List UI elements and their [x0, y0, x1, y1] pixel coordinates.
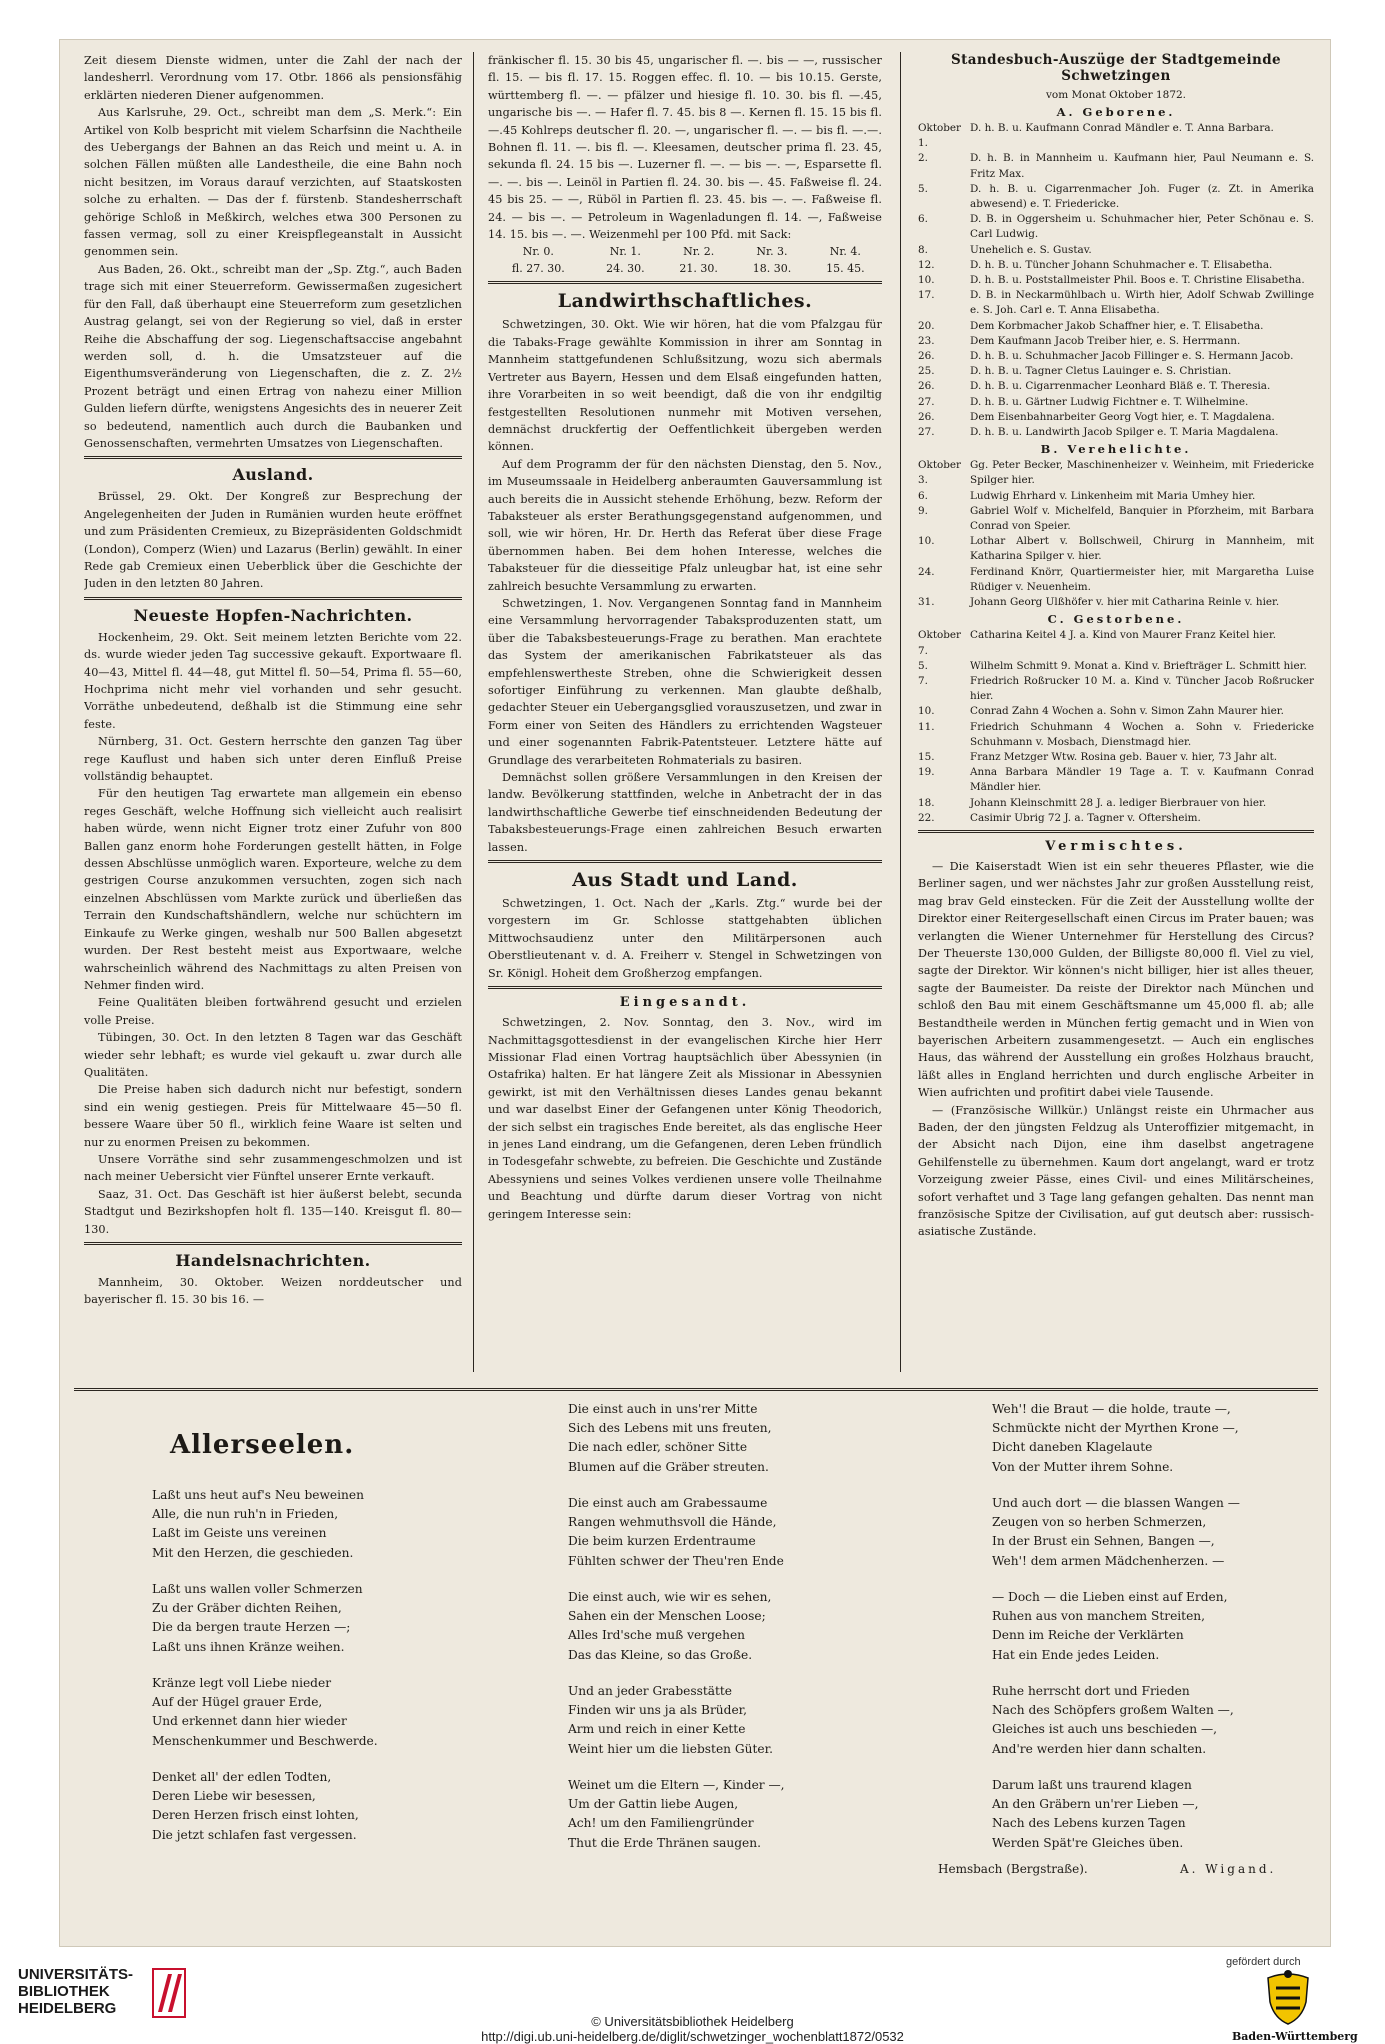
poem-line: Nach des Lebens kurzen Tagen — [992, 1816, 1186, 1831]
register-date: 23. — [918, 334, 935, 347]
register-entry — [918, 151, 1314, 181]
register-text: Johann Georg Ulßhöfer v. hier mit Catharina Reinle v. hier. — [970, 596, 1280, 609]
poem-stanza — [568, 1682, 773, 1759]
register-date: 26. — [918, 380, 935, 393]
article-schwetzingen-audienz: Schwetzingen, 1. Oct. Nach der „Karls. Ztg.“ wurde bei der vorgestern im Gr. Schlosse stattgehabten üblichen Mittwochsaudienz unter den Militärpersonen auch Oberstlieutenant v. d. A. Freiherr v. Stengel in Schwetzingen von Sr. Königl. Hoheit dem Großherzog empfangen. — [488, 897, 882, 980]
article-prices: fränkischer fl. 15. 30 bis 45, ungarischer fl. —. bis — —, russischer fl. 15. — bis fl. 17. 15. Roggen effec. fl. 10. — bis 10.15. Gerste, württemberg fl. —. — pfälzer und hiesige fl. 10. 30. bis fl. —.45, ungarische bis —. — Hafer fl. 7. 45. bis 8 —. Kernen fl. 15. 15 bis fl. —.45 Kohlreps deutscher fl. 20. —, ungarischer fl. —. — bis fl. —.—. Bohnen fl. 11. —. bis fl. —. Kleesamen, deutscher prima fl. 23. 45, sekunda fl. 24. 15 bis —. Luzerner fl. —. — bis —. —, Esparsette fl. —. —. bis —. Leinöl in Partien fl. 24. 30. bis —. 45. Faßweise fl. 24. 45 bis 25. — —, Rüböl in Partien fl. 23. 45. bis —. —. Faßweise fl. 24. — bis —. — Petroleum in Wagenladungen fl. 14. —, Faßweise 14. 15. bis —. —. Weizenmehl per 100 Pfd. mit Sack: — [488, 54, 882, 242]
poem-place: Hemsbach (Bergstraße). — [938, 1862, 1088, 1876]
register-date: 6. — [918, 489, 928, 502]
register-entry — [918, 410, 1314, 425]
poem-author: A. Wigand. — [1180, 1862, 1277, 1876]
poem-line: Laßt uns ihnen Kränze weihen. — [152, 1639, 345, 1654]
section-divider — [488, 860, 882, 863]
poem-line: Finden wir uns ja als Brüder, — [568, 1703, 748, 1718]
register-entry — [918, 243, 1314, 258]
table-cell: 15. 45. — [826, 262, 865, 276]
register-text: Wilhelm Schmitt 9. Monat a. Kind v. Briefträger L. Schmitt hier. — [970, 659, 1307, 672]
poem-line: Von der Mutter ihrem Sohne. — [992, 1459, 1174, 1474]
register-born-list — [918, 121, 1314, 440]
poem-line: Alles Ird'sche muß vergehen — [568, 1628, 746, 1643]
poem-line: Menschenkummer und Beschwerde. — [152, 1733, 378, 1748]
register-month: vom Monat Oktober 1872. — [1045, 89, 1187, 101]
poem-line: Blumen auf die Gräber streuten. — [568, 1459, 769, 1474]
heading-standesbuch: Standesbuch-Auszüge der Stadtgemeinde Schwetzingen — [950, 52, 1282, 84]
register-text: Anna Barbara Mändler 19 Tage a. T. v. Kaufmann Conrad Mändler hier. — [970, 766, 1314, 794]
poem-line: Ruhen aus von manchem Streiten, — [992, 1609, 1206, 1624]
poem-line: Kränze legt voll Liebe nieder — [152, 1676, 332, 1690]
table-cell: 21. 30. — [679, 262, 718, 276]
poem-line: Darum laßt uns traurend klagen — [992, 1778, 1192, 1792]
article-karlsruhe: Aus Karlsruhe, 29. Oct., schreibt man dem „S. Merk.“: Ein Artikel von Kolb bespricht mit vielem Scharfsinn die Nachtheile des Uebergangs der Bahnen an das Reich und meint u. A. in solchen Fällen müßten alle Landestheile, die eine Bahn noch nicht besitzen, im Voraus darauf verzichten, auf Staatskosten solche zu erhalten. — Das der f. fürstenb. Standesherrschaft gehörige Schloß in Meßkirch, welches etwa 300 Personen zu fassen vermag, soll zu einer Kreispflegeanstalt in Aussicht genommen sein. — [84, 106, 462, 259]
logo-text — [18, 1966, 133, 2017]
register-text: Dem Kaufmann Jacob Treiber hier, e. S. Herrmann. — [970, 334, 1241, 347]
poem-line: And're werden hier dann schalten. — [992, 1741, 1207, 1756]
state-label: Baden-Württemberg — [1232, 2030, 1358, 2043]
feuilleton-divider — [74, 1388, 1318, 1391]
poem-line: Weh'! die Braut — die holde, traute —, — [992, 1402, 1231, 1416]
flour-price-table — [488, 243, 882, 277]
poem-stanza — [568, 1588, 771, 1665]
logo-line: BIBLIOTHEK — [18, 1983, 110, 2000]
table-cell: Nr. 0. — [522, 245, 554, 259]
register-date: 10. — [918, 535, 935, 548]
poem-line: Deren Liebe wir besessen, — [152, 1789, 316, 1804]
register-date: 25. — [918, 365, 935, 378]
register-entry — [918, 273, 1314, 288]
article-schwetzingen-vortrag: Schwetzingen, 2. Nov. Sonntag, den 3. Nov., wird im Nachmittagsgottesdienst in der evangelischen Kirche hier Herr Missionar Flad einen Vortrag hauptsächlich über Abessynien (in Ostafrika) halten. Er hat längere Zeit als Missionar in Abessynien gewirkt, ist mit den Verhältnissen dieses Landes genau bekannt und war daselbst Einer der Gefangenen unter König Theodorich, der sich selbst ein tragisches Ende bereitet, als das englische Heer in jenes Land eindrang, um die Gefangenen, deren Leben fründlich in Todesgefahr schwebte, zu befreien. Die Geschichte und Zustände Abessyniens und seines Volkes verdienen unsere volle Theilnahme und Beachtung und dürfte darum dieser Vortrag von nicht geringem Interesse sein: — [488, 1016, 882, 1221]
poem-line: Ruhe herrscht dort und Frieden — [992, 1684, 1190, 1698]
register-entry — [918, 489, 1314, 504]
poem-line: In der Brust ein Sehnen, Bangen —, — [992, 1534, 1215, 1549]
poem-line: Fühlten schwer der Theu'ren Ende — [568, 1553, 784, 1568]
library-mark-icon — [152, 1968, 186, 2018]
register-date: 2. — [918, 152, 928, 165]
register-date: 22. — [918, 811, 935, 824]
poem-line: Weint hier um die liebsten Güter. — [568, 1741, 773, 1756]
table-cell: Nr. 3. — [756, 245, 788, 259]
register-date: 6. — [918, 213, 928, 226]
section-divider — [918, 830, 1314, 833]
poem-line: Laßt uns heut auf's Neu beweinen — [152, 1488, 364, 1502]
register-text: D. h. B. in Mannheim u. Kaufmann hier, Paul Neumann e. S. Fritz Max. — [970, 152, 1314, 180]
article-mannheim: Mannheim, 30. Oktober. Weizen norddeutscher und bayerischer fl. 15. 30 bis 16. — — [84, 1276, 462, 1307]
poem-stanza — [152, 1674, 378, 1751]
register-died-list — [918, 628, 1314, 826]
register-entry — [918, 720, 1314, 750]
table-cell: Nr. 1. — [609, 245, 641, 259]
register-entry — [918, 425, 1314, 440]
register-entry — [918, 504, 1314, 534]
logo-line: UNIVERSITÄTS- — [18, 1966, 134, 1983]
register-text: Franz Metzger Wtw. Rosina geb. Bauer v. hier, 73 Jahr alt. — [970, 750, 1278, 763]
register-married-list — [918, 458, 1314, 610]
poem-line: Dicht daneben Klagelaute — [992, 1440, 1153, 1455]
table-cell: fl. 27. 30. — [511, 262, 565, 276]
register-text: Gabriel Wolf v. Michelfeld, Banquier in Pforzheim, mit Barbara Conrad von Speier. — [970, 504, 1314, 533]
register-entry — [918, 319, 1314, 334]
heading-ausland: Ausland. — [232, 465, 314, 485]
poem-title: Allerseelen. — [170, 1430, 355, 1460]
poem-line: Zeugen von so herben Schmerzen, — [992, 1515, 1207, 1530]
article-text: Auf dem Programm der für den nächsten Dienstag, den 5. Nov., im Museumssaale in Heidelberg anberaumten Gauversammlung ist auch bereits die in Aussicht stehende Erhöhung, bezw. Reform der Tabaksteuer als erster Berathungsgegenstand aufgenommen, und soll, wie wir hören, Hr. Dr. Herth das Referat über diese Frage übernommen haben. Bei dem hohen Interesse, welches die Tabaksteuer für die diesseitige Pfalz unleugbar hat, ist eine sehr zahlreich besuchte Versammlung zu erwarten. — [488, 457, 882, 593]
article-wien: — Die Kaiserstadt Wien ist ein sehr theueres Pflaster, wie die Berliner sagen, und wer nächstes Jahr zur großen Ausstellung reist, mag brav Geld einstecken. Für die Zeit der Ausstellung wollte der Direktor einer Reitergesellschaft einen Circus im Prater bauen; was verlangten die Wiener Unternehmer für Herstellung des Circus? Der Theuerste 130,000 Gulden, der Billigste 80,000 fl. Viel zu viel, sagte der Direktor. Wir können's nicht billiger, hier ist alles theuer, sagte der Baumeister. Da reiste der Direktor nach München und schloß den Bau mit einem Geschäftsmanne um 45,000 fl. ab; alle Bestandtheile werden in München fertig gemacht und in Wien von bayerischen Arbeitern zusammengesetzt. — Auch ein englisches Haus, das während der Ausstellung ein großes Holzhaus braucht, läßt alles in England herrichten und durch englische Arbeiter in Wien aufrichten und profitirt dabei viele Tausende. — [918, 859, 1314, 1100]
register-entry — [918, 534, 1314, 564]
register-entry — [918, 704, 1314, 719]
heading-stadt-und-land: Aus Stadt und Land. — [572, 869, 798, 892]
poem-line: Laßt uns wallen voller Schmerzen — [152, 1582, 363, 1596]
register-date: Oktober 1. — [918, 122, 962, 150]
register-text: D. h. B. u. Kaufmann Conrad Mändler e. T. Anna Barbara. — [970, 122, 1274, 134]
article-willkuer: — (Französische Willkür.) Unlängst reiste ein Uhrmacher aus Baden, der den jüngsten Feldzug als Unteroffizier mitgemacht, in der Absicht nach Dijon, eine ihm daselbst angetragene Gehilfenstelle zu übernehmen. Kaum dort angelangt, ward er trotz Vorzeigung zweier Pässe, eines Civil- und eines Militärscheines, sofort verhaftet und 3 Tage lang gefangen gehalten. Das nennt man französische Spitze der Civilisation, auf gut deutsch aber: russisch-asiatische Zustände. — [918, 1103, 1314, 1239]
register-text: D. h. B. u. Poststallmeister Phil. Boos e. T. Christine Elisabetha. — [970, 274, 1305, 287]
article-tuebingen: Tübingen, 30. Oct. In den letzten 8 Tagen war das Geschäft wieder sehr lebhaft; es wurde viel gekauft u. zwar durch alle Qualitäten. — [84, 1031, 462, 1079]
table-header-row — [488, 243, 882, 260]
poem-line: Mit den Herzen, die geschieden. — [152, 1545, 354, 1560]
article-text: Demnächst sollen größere Versammlungen in den Kreisen der landw. Bevölkerung stattfinden, welche in Anbetracht der in das landwirthschaftliche Gewerbe tief einschneidenden Bedeutung der Tabaksbesteuerungs-Frage einen zahlreichen Besuch erwarten lassen. — [488, 771, 882, 854]
poem-line: Die jetzt schlafen fast vergessen. — [152, 1827, 357, 1842]
register-date: 10. — [918, 705, 935, 718]
heading-vermischtes: Vermischtes. — [1045, 838, 1187, 854]
poem-line: An den Gräbern un'rer Lieben —, — [992, 1797, 1199, 1812]
register-entry — [918, 659, 1314, 674]
register-text: D. B. in Neckarmühlbach u. Wirth hier, Adolf Schwab Zwillinge e. S. Joh. Carl e. T. Anna Elisabetha. — [970, 289, 1314, 317]
register-date: 5. — [918, 182, 928, 195]
register-date: 31. — [918, 596, 935, 609]
register-section-died: C. Gestorbene. — [1047, 612, 1185, 627]
register-date: 27. — [918, 426, 935, 439]
register-text: Dem Eisenbahnarbeiter Georg Vogt hier, e. T. Magdalena. — [970, 410, 1275, 423]
register-entry — [918, 674, 1314, 704]
register-entry — [918, 379, 1314, 394]
register-date: 17. — [918, 289, 935, 302]
source-url-link[interactable]: http://digi.ub.uni-heidelberg.de/diglit/schwetzinger_wochenblatt1872/0532 — [481, 2029, 904, 2044]
copyright-notice: © Universitätsbibliothek Heidelberg — [591, 2014, 794, 2029]
register-text: Catharina Keitel 4 J. a. Kind von Maurer Franz Keitel hier. — [970, 629, 1277, 642]
register-date: 18. — [918, 796, 935, 809]
register-text: Johann Kleinschmitt 28 J. a. lediger Bierbrauer von hier. — [970, 796, 1267, 809]
register-entry — [918, 258, 1314, 273]
register-entry — [918, 750, 1314, 765]
register-entry — [918, 182, 1314, 212]
register-entry — [918, 334, 1314, 349]
register-date: Oktober 3. — [918, 459, 962, 487]
poem-line: Rangen wehmuthsvoll die Hände, — [568, 1515, 777, 1530]
register-entry — [918, 796, 1314, 811]
register-section-born: A. Geborene. — [1056, 105, 1176, 119]
poem-line: Auf der Hügel grauer Erde, — [152, 1695, 323, 1710]
register-text: D. h. B. u. Schuhmacher Jacob Fillinger e. S. Hermann Jacob. — [970, 350, 1294, 363]
article-nuernberg: Nürnberg, 31. Oct. Gestern herrschte den ganzen Tag über rege Kauflust und haben sich unter deren Einfluß Preise vollständig behauptet. — [84, 735, 462, 784]
register-date: 9. — [918, 504, 928, 517]
register-text: Friedrich Roßrucker 10 M. a. Kind v. Tüncher Jacob Roßrucker hier. — [970, 674, 1314, 703]
register-text: Gg. Peter Becker, Maschinenheizer v. Weinheim, mit Friedericke Spilger hier. — [970, 459, 1314, 487]
poem-line: Sahen ein der Menschen Loose; — [568, 1609, 766, 1624]
register-text: Casimir Ubrig 72 J. a. Tagner v. Oftersheim. — [970, 811, 1201, 824]
register-date: 20. — [918, 319, 935, 332]
table-cell: 18. 30. — [752, 262, 792, 276]
register-entry — [918, 288, 1314, 318]
poem-stanza — [992, 1494, 1240, 1571]
column-left — [84, 52, 462, 1382]
article-text: Die Preise haben sich dadurch nicht nur befestigt, sondern sind ein wenig gestiegen. Preis für Mittelwaare 45—50 fl. bessere Waare über 50 fl., wirklich feine Waare ist selten und nur zu enormen Preisen zu bekommen. — [84, 1083, 462, 1149]
register-entry — [918, 565, 1314, 595]
register-text: D. h. B. u. Tüncher Johann Schuhmacher e. T. Elisabetha. — [970, 258, 1273, 271]
poem-line: Die einst auch am Grabessaume — [568, 1496, 768, 1510]
register-text: Conrad Zahn 4 Wochen a. Sohn v. Simon Zahn Maurer hier. — [970, 705, 1284, 718]
register-date: 26. — [918, 410, 935, 423]
heading-eingesandt: Eingesandt. — [619, 995, 751, 1011]
section-divider — [84, 597, 462, 600]
column-middle — [488, 52, 882, 1382]
article-saaz: Saaz, 31. Oct. Das Geschäft ist hier äußerst belebt, secunda Stadtgut und Bezirkshopfen holt fl. 135—140. Kreisgut fl. 80—130. — [84, 1187, 462, 1236]
poem-line: Und erkennet dann hier wieder — [152, 1714, 347, 1729]
register-date: 27. — [918, 395, 935, 408]
heading-hopfen: Neueste Hopfen-Nachrichten. — [133, 605, 413, 625]
article-schwetzingen-versammlung: Schwetzingen, 1. Nov. Vergangenen Sonntag fand in Mannheim eine Versammlung hervorragender Tabaksproduzenten statt, um über die Tabaksbesteuerungs-Frage zu berathen. Man erachtete das System der amerikanischen Fabrikatsteuer als das empfehlenswertheste Streben, ohne die Schwierigkeit dessen sofortiger Einführung zu verkennen. Man glaubte deßhalb, gedachter Steuer ein Uebergangsglied vorauszusetzen, und zwar in Form einer von Seiten des Händlers zu errichtenden Wagsteuer und einer sogenannten Fabrik-Patentsteuer. Letztere hätte auf Grundlage des verarbeiteten Rohmaterials zu basiren. — [488, 596, 882, 767]
poem-line: Und auch dort — die blassen Wangen — — [992, 1496, 1240, 1510]
register-text: D. h. B. u. Gärtner Ludwig Fichtner e. T. Wilhelmine. — [970, 395, 1249, 408]
column-right — [918, 52, 1314, 1372]
article-text: Feine Qualitäten bleiben fortwährend gesucht und erzielen volle Preise. — [84, 996, 462, 1027]
table-cell: Nr. 2. — [683, 245, 715, 259]
poem-line: Denn im Reiche der Verklärten — [992, 1628, 1184, 1643]
newspaper-page — [60, 40, 1330, 1946]
poem-line: Nach des Schöpfers großem Walten —, — [992, 1703, 1234, 1718]
poem-stanza — [568, 1494, 784, 1571]
poem-stanza — [992, 1588, 1227, 1665]
register-date: 11. — [918, 720, 935, 733]
register-date: Oktober 7. — [918, 629, 962, 657]
column-rule — [900, 52, 901, 1372]
poem-line: Die da bergen traute Herzen —; — [152, 1620, 351, 1635]
table-cell: 24. 30. — [606, 262, 645, 276]
poem-line: Thut die Erde Thränen saugen. — [568, 1835, 761, 1850]
heading-handel: Handelsnachrichten. — [175, 1251, 371, 1270]
register-date: 10. — [918, 274, 935, 287]
register-date: 19. — [918, 766, 935, 779]
logo-line: HEIDELBERG — [18, 2000, 117, 2017]
poem-line: Die einst auch, wie wir es sehen, — [568, 1590, 772, 1604]
article-hockenheim: Hockenheim, 29. Okt. Seit meinem letzten Berichte vom 22. ds. wurde wieder jeden Tag successive gekauft. Exportwaare fl. 40—43, Mittel fl. 44—48, gut Mittel fl. 50—54, Prima fl. 55—60, Hochprima nicht mehr viel vorhanden und sehr gesucht. Vorräthe unbedeutend, deßhalb ist die Stimmung eine sehr feste. — [84, 630, 462, 731]
article-baden: Aus Baden, 26. Okt., schreibt man der „Sp. Ztg.“, auch Baden trage sich mit einer Steuerreform. Gewissermaßen zugesichert für den Fall, daß überhaupt eine Steuerreform zum gesetzlichen Austrag gelangt, sei von der Regierung so viel, daß in erster Reihe die Abschaffung der sog. Liegenschaftsaccise angebahnt werden soll, d. h. die Umsatzsteuer auf die Eigenthumsveränderung von Liegenschaften, die z. Z. 2½ Prozent beträgt und einen Ertrag von nahezu einer Million Gulden liefern dürfte, wenigstens Angesichts des in neuerer Zeit so bedeutend, namentlich auch durch die Baubanken und Genossenschaften, vermehrten Umsatzes von Liegenschaften. — [84, 262, 462, 450]
poem-stanza — [568, 1400, 772, 1477]
poem-line: Denket all' der edlen Todten, — [152, 1770, 332, 1784]
section-divider — [84, 456, 462, 459]
poem-line: Die nach edler, schöner Sitte — [568, 1440, 748, 1455]
funded-by-label: gefördert durch — [1226, 1956, 1301, 1968]
register-entry — [918, 212, 1314, 242]
register-section-married: B. Verehelichte. — [1040, 442, 1192, 457]
section-divider — [488, 986, 882, 989]
poem-line: Weinet um die Eltern —, Kinder —, — [568, 1778, 785, 1792]
poem-line: — Doch — die Lieben einst auf Erden, — [992, 1590, 1228, 1604]
poem-line: Gleiches ist auch uns beschieden —, — [992, 1722, 1218, 1737]
register-entry — [918, 595, 1314, 610]
register-date: 24. — [918, 565, 935, 578]
poem-line: Hat ein Ende jedes Leiden. — [992, 1647, 1160, 1662]
poem-line: Die beim kurzen Erdentraume — [568, 1534, 756, 1549]
register-text: Ludwig Ehrhard v. Linkenheim mit Maria Umhey hier. — [970, 489, 1256, 502]
register-text: Lothar Albert v. Bollschweil, Chirurg in Mannheim, mit Katharina Spilger v. hier. — [970, 535, 1314, 563]
section-divider — [84, 1242, 462, 1245]
register-text: Friedrich Schuhmann 4 Wochen a. Sohn v. Friedericke Schuhmann v. Mosbach, Dienstmagd hier. — [970, 720, 1314, 748]
poem-line: Zu der Gräber dichten Reihen, — [152, 1601, 342, 1616]
poem-line: Die einst auch in uns'rer Mitte — [568, 1402, 758, 1416]
poem-stanza — [152, 1580, 363, 1657]
poem-line: Sich des Lebens mit uns freuten, — [568, 1421, 772, 1436]
poem-stanza — [152, 1768, 359, 1845]
register-date: 26. — [918, 350, 935, 363]
coat-of-arms-icon — [1262, 1968, 1314, 2026]
heading-landwirthschaftliches: Landwirthschaftliches. — [557, 290, 813, 313]
register-date: 7. — [918, 674, 928, 687]
article-schwetzingen-tabak: Schwetzingen, 30. Okt. Wie wir hören, hat die vom Pfalzgau für die Tabaks-Frage gewählte Kommission in ihrer am Sonntag in Mannheim stattgefundenen Schlußsitzung, wozu sich abermals Vertreter aus Bayern, Hessen und dem Elsaß eingefunden hatten, ihre Vorarbeiten in so weit beendigt, daß die von ihr endgiltig festgestellten Resolutionen nunmehr mit Motiven versehen, demnächst druckfertig der Oeffentlichkeit übergeben werden können. — [488, 318, 882, 454]
register-date: 12. — [918, 258, 935, 271]
register-entry — [918, 349, 1314, 364]
poem-stanza — [568, 1776, 785, 1853]
table-cell: Nr. 4. — [829, 245, 861, 259]
article-text: Unsere Vorräthe sind sehr zusammengeschmolzen und ist nach meiner Uebersicht vier Fünftel unserer Ernte verkauft. — [84, 1152, 462, 1184]
poem-stanza — [992, 1400, 1239, 1477]
poem-line: Um der Gattin liebe Augen, — [568, 1797, 739, 1812]
column-rule — [473, 52, 474, 1372]
register-entry — [918, 458, 1314, 488]
poem-line: Arm und reich in einer Kette — [568, 1722, 746, 1737]
register-date: 8. — [918, 243, 928, 256]
register-entry — [918, 364, 1314, 379]
table-row — [488, 260, 882, 277]
poem-line: Das das Kleine, so das Große. — [568, 1647, 753, 1662]
register-text: D. h. B. u. Cigarrenmacher Joh. Fuger (z. Zt. in Amerika abwesend) e. T. Friedericke. — [970, 182, 1314, 211]
poem-stanza — [152, 1486, 364, 1563]
poem-line: Weh'! dem armen Mädchenherzen. — — [992, 1553, 1225, 1568]
poem-line: Laßt im Geiste uns vereinen — [152, 1526, 327, 1541]
register-text: D. B. in Oggersheim u. Schuhmacher hier, Peter Schönau e. S. Carl Ludwig. — [970, 213, 1314, 241]
section-divider — [488, 281, 882, 284]
poem-line: Alle, die nun ruh'n in Frieden, — [152, 1507, 339, 1522]
poem-stanza — [992, 1776, 1198, 1853]
register-entry — [918, 628, 1314, 658]
register-entry — [918, 395, 1314, 410]
poem-line: Schmückte nicht der Myrthen Krone —, — [992, 1421, 1239, 1436]
register-text: D. h. B. u. Cigarrenmacher Leonhard Bläß e. T. Theresia. — [970, 380, 1271, 393]
article-text: Zeit diesem Dienste widmen, unter die Zahl der nach der landesherrl. Verordnung vom 17. Otbr. 1866 als pensionsfähig erklärten niederen Diener aufgenommen. — [84, 54, 462, 102]
poem-line: Ach! um den Familiengründer — [568, 1816, 754, 1831]
poem-line: Werden Spät're Gleiches üben. — [992, 1835, 1184, 1850]
register-entry — [918, 811, 1314, 826]
article-bruessel: Brüssel, 29. Okt. Der Kongreß zur Besprechung der Angelegenheiten der Juden in Rumänien wurden heute eröffnet und zum Präsidenten Cremieux, zu Bizepräsidenten Goldschmidt (London), Comperz (Wien) und Lazarus (Berlin) gewählt. In einer Rede gab Cremieux einen Ueberblick über die Geschichte der Juden in den letzten 80 Jahren. — [84, 490, 462, 591]
article-text: Für den heutigen Tag erwartete man allgemein ein ebenso reges Geschäft, welche Hoffnung sich vielleicht auch realisirt haben würde, wenn nicht Eigner trotz einer Zufuhr von 800 Ballen ganz enorm hohe Forderungen gestellt hätten, in Folge dessen Abschlüsse unmöglich waren. Exporteure, welche zu dem gestrigen Course anzukommen versuchten, zogen sich nach einzelnen Abschlüssen vom Markte zurück und überließen das Terrain den Kundschaftshändlern, welche nur schüchtern im Einkaufe zu Werke gingen, weshalb nur 500 Ballen abgesetzt wurden. Der Rest besteht meist aus Exportwaare, welche wahrscheinlich während des Nachmittags zu alten Preisen von Nehmer finden wird. — [84, 787, 462, 992]
register-text: D. h. B. u. Tagner Cletus Lauinger e. S. Christian. — [970, 365, 1232, 378]
register-date: 15. — [918, 750, 935, 763]
register-entry — [918, 121, 1314, 151]
poem-line: Und an jeder Grabesstätte — [568, 1684, 733, 1698]
poem-stanza — [992, 1682, 1234, 1759]
poem-line: Deren Herzen frisch einst lohten, — [152, 1808, 359, 1823]
register-text: Unehelich e. S. Gustav. — [970, 243, 1092, 256]
register-entry — [918, 765, 1314, 795]
register-date: 5. — [918, 659, 928, 672]
register-text: Dem Korbmacher Jakob Schaffner hier, e. T. Elisabetha. — [970, 319, 1264, 332]
register-text: D. h. B. u. Landwirth Jacob Spilger e. T. Maria Magdalena. — [970, 426, 1279, 439]
register-text: Ferdinand Knörr, Quartiermeister hier, mit Margaretha Luise Rüdiger v. Neuenheim. — [970, 565, 1314, 593]
